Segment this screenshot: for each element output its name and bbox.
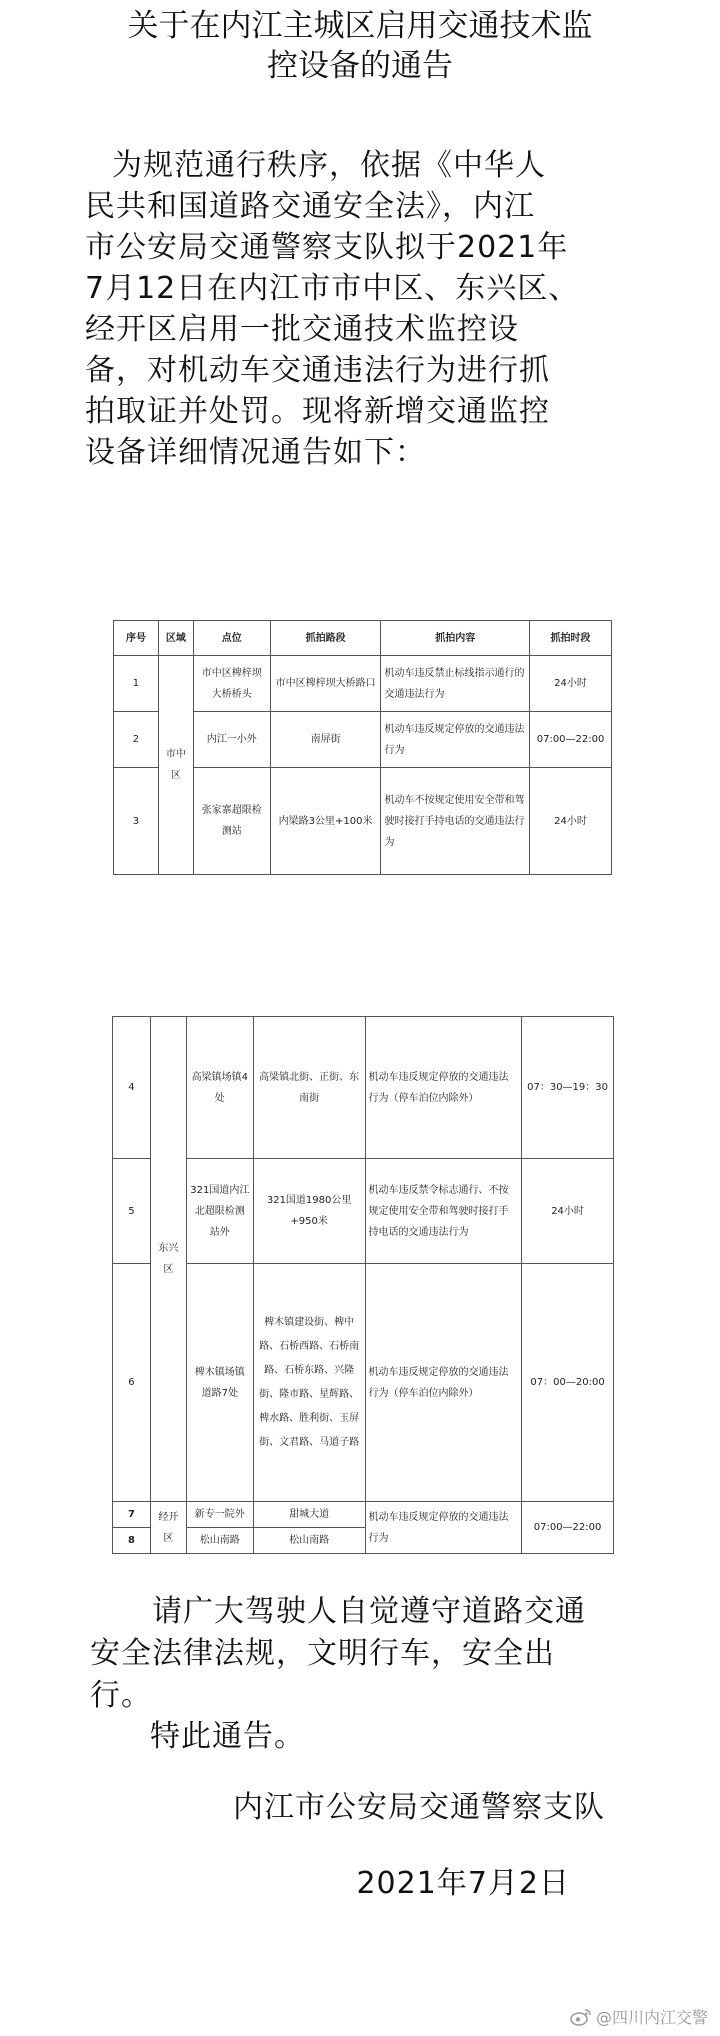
row-no: 2 bbox=[114, 712, 159, 768]
intro-line: 经开区启用一批交通技术监控设 bbox=[85, 312, 519, 347]
table-row bbox=[113, 1264, 614, 1502]
row-road: 321国道1980公里+950米 bbox=[253, 1159, 365, 1264]
row-no: 6 bbox=[113, 1264, 151, 1502]
row-road: 松山南路 bbox=[253, 1528, 365, 1554]
intro-paragraph bbox=[85, 145, 612, 473]
table-row bbox=[113, 1159, 614, 1264]
closing-line: 行。 bbox=[90, 1678, 152, 1713]
row-time: 07：00—20:00 bbox=[522, 1264, 614, 1502]
row-road: 椑木镇建设街、椑中路、石桥西路、石桥南路、石桥东路、兴隆街、隆市路、星辉路、椑水路、胜利街、玉屏街、文君路、马道子路 bbox=[253, 1264, 365, 1502]
intro-line: 民共和国道路交通安全法》，内江 bbox=[85, 189, 535, 224]
watermark bbox=[570, 2005, 708, 2028]
date: 2021年7月2日 bbox=[356, 1866, 570, 1901]
closing-note: 特此通告。 bbox=[150, 1719, 305, 1754]
row-no: 3 bbox=[114, 768, 159, 875]
monitor-table-part1 bbox=[113, 620, 612, 875]
signature: 内江市公安局交通警察支队 bbox=[233, 1790, 605, 1825]
table-row bbox=[114, 656, 612, 712]
watermark-text: @四川内江交警 bbox=[595, 2008, 708, 2027]
row-site: 高梁镇场镇4处 bbox=[186, 1017, 253, 1159]
row-site: 椑木镇场镇道路7处 bbox=[186, 1264, 253, 1502]
monitor-table-part2 bbox=[112, 1016, 614, 1554]
intro-line: 拍取证并处罚。现将新增交通监控 bbox=[85, 394, 550, 429]
header-no: 序号 bbox=[114, 621, 159, 656]
row-road: 内梁路3公里+100米 bbox=[270, 768, 381, 875]
row-time: 24小时 bbox=[530, 656, 612, 712]
row-time: 07：30—19：30 bbox=[522, 1017, 614, 1159]
header-site: 点位 bbox=[193, 621, 270, 656]
row-time: 07:00—22:00 bbox=[522, 1502, 614, 1554]
row-content: 机动车违反禁止标线指示通行的交通违法行为 bbox=[381, 656, 530, 712]
district-cell: 市中区 bbox=[158, 656, 193, 875]
row-site: 内江一小外 bbox=[193, 712, 270, 768]
row-no: 7 bbox=[113, 1502, 151, 1528]
intro-line: 为规范通行秩序，依据《中华人 bbox=[112, 148, 546, 183]
row-site: 321国道内江北超限检测站外 bbox=[186, 1159, 253, 1264]
row-road: 南屏街 bbox=[270, 712, 381, 768]
row-time: 07:00—22:00 bbox=[530, 712, 612, 768]
table-row bbox=[113, 1502, 614, 1528]
row-site: 市中区椑梓坝大桥桥头 bbox=[193, 656, 270, 712]
row-time: 24小时 bbox=[530, 768, 612, 875]
district-cell: 经开区 bbox=[150, 1502, 186, 1554]
closing-paragraph bbox=[90, 1591, 612, 1717]
header-content: 抓拍内容 bbox=[381, 621, 530, 656]
row-content: 机动车违反禁令标志通行、不按规定使用安全带和驾驶时接打手持电话的交通违法行为 bbox=[365, 1159, 522, 1264]
row-content: 机动车违反规定停放的交通违法行为 bbox=[365, 1502, 522, 1554]
closing-line: 请广大驾驶人自觉遵守道路交通 bbox=[152, 1594, 586, 1629]
header-road: 抓拍路段 bbox=[270, 621, 381, 656]
row-content: 机动车违反规定停放的交通违法行为（停车泊位内除外） bbox=[365, 1017, 522, 1159]
row-time: 24小时 bbox=[522, 1159, 614, 1264]
notice-title-line1: 关于在内江主城区启用交通技术监 bbox=[127, 8, 593, 44]
row-content: 机动车违反规定停放的交通违法行为（停车泊位内除外） bbox=[365, 1264, 522, 1502]
header-time: 抓拍时段 bbox=[530, 621, 612, 656]
row-no: 8 bbox=[113, 1528, 151, 1554]
row-site: 松山南路 bbox=[186, 1528, 253, 1554]
notice-title-line2: 控设备的通告 bbox=[267, 48, 453, 84]
weibo-icon bbox=[570, 2008, 592, 2026]
table-row bbox=[113, 1017, 614, 1159]
intro-line: 市公安局交通警察支队拟于2021年 bbox=[85, 230, 569, 265]
header-district: 区域 bbox=[158, 621, 193, 656]
intro-line: 7月12日在内江市市中区、东兴区、 bbox=[85, 271, 580, 306]
district-cell: 东兴区 bbox=[150, 1017, 186, 1502]
row-no: 5 bbox=[113, 1159, 151, 1264]
row-content: 机动车不按规定使用安全带和驾驶时接打手持电话的交通违法行为 bbox=[381, 768, 530, 875]
row-site: 新专一院外 bbox=[186, 1502, 253, 1528]
intro-line: 设备详细情况通告如下： bbox=[85, 435, 426, 470]
row-no: 1 bbox=[114, 656, 159, 712]
row-road: 甜城大道 bbox=[253, 1502, 365, 1528]
closing-line: 安全法律法规，文明行车，安全出 bbox=[90, 1636, 555, 1671]
intro-line: 备，对机动车交通违法行为进行抓 bbox=[85, 353, 550, 388]
row-no: 4 bbox=[113, 1017, 151, 1159]
row-content: 机动车违反规定停放的交通违法行为 bbox=[381, 712, 530, 768]
table-header-row bbox=[114, 621, 612, 656]
row-road: 市中区椑梓坝大桥路口 bbox=[270, 656, 381, 712]
row-road: 高梁镇北街、正街、东南街 bbox=[253, 1017, 365, 1159]
row-site: 张家寨超限检测站 bbox=[193, 768, 270, 875]
